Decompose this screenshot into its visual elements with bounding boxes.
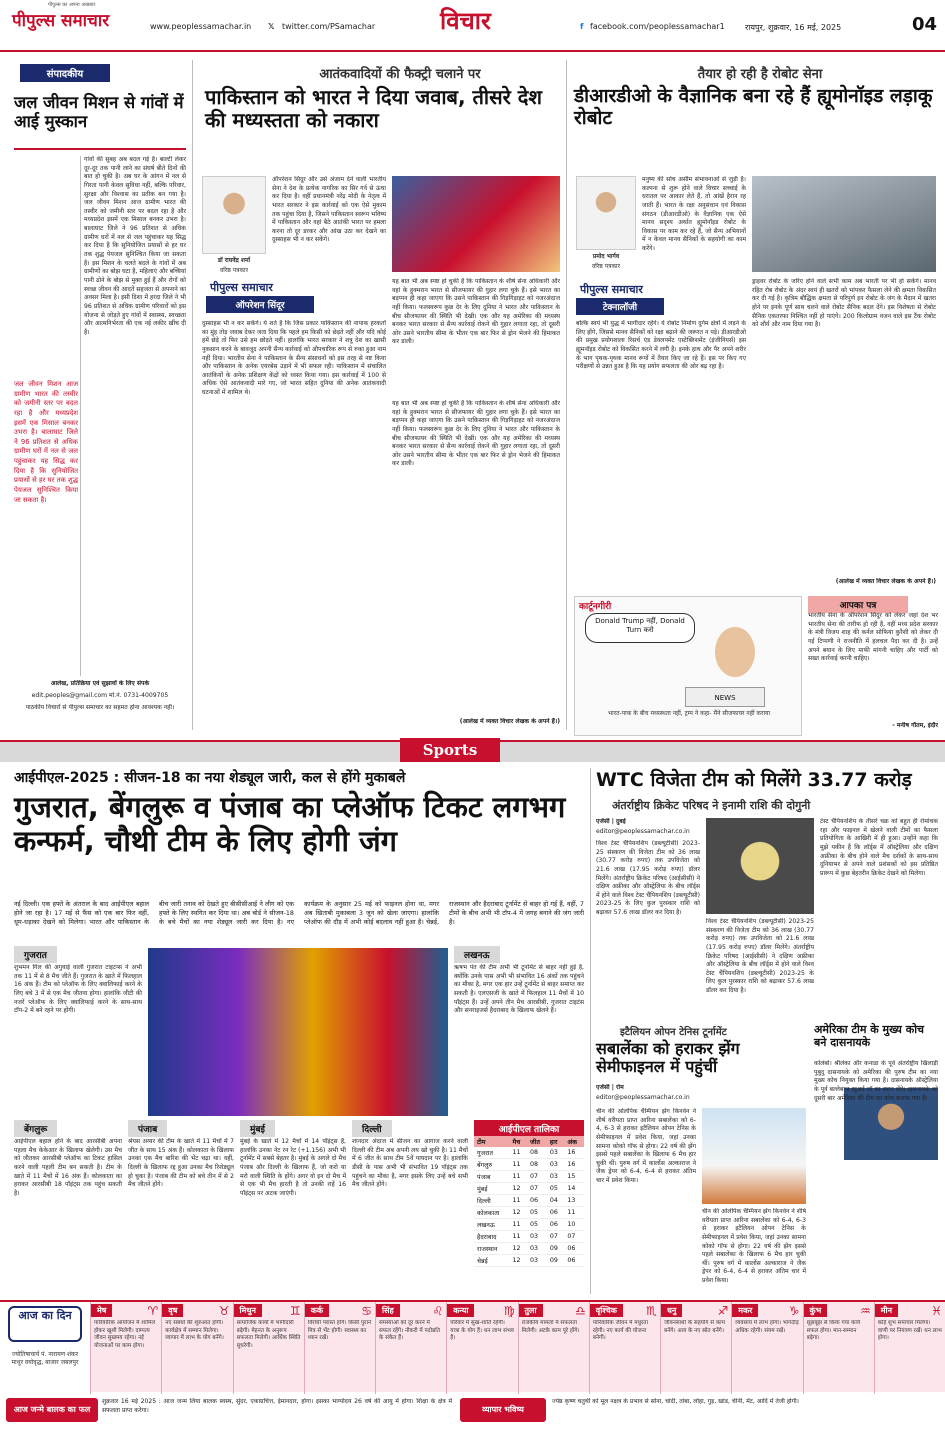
facebook-icon: f [580,22,584,31]
col-team: टीम [474,1136,510,1147]
horoscope-sign-name: वृश्चिक [590,1304,623,1317]
col-lost: हार [547,1136,565,1147]
table-cell: 05 [527,1207,547,1219]
tennis-email[interactable]: editor@peoplessamachar.co.in [596,1094,690,1101]
table-cell: 06 [547,1219,565,1231]
horoscope-sign-name: सिंह [376,1304,400,1317]
horoscope-sign-name: मिथुन [234,1304,262,1317]
born-label: आज जन्मे बालक का फल [6,1398,98,1422]
ipl-lede: नई दिल्ली। एक हफ्ते के अंतराल के बाद आईपीएल बहाल होने जा रहा है। 17 मई से फैंस को एक बार फिर वहीं, धूम-धड़ाका देखने को मिलेगा। भारत और पाकिस्तान के बीच जारी तनाव को देखते हुए बीसीसीआई ने लीग को एक हफ्ते के लिए स्थगित कर दिया था। अब बोर्ड ने सीजन-18 के बचे मैचों का नया शेड्यूल जारी कर दिया है। नए कार्यक्रम के अनुसार 25 मई को फाइनल होना था, मगर अब खिताबी मुकाबला 3 जून को खेला जाएगा। हालांकि प्लेऑफ की दौड़ में अभी कोई बदलाव नहीं हुआ है। चेन्नई, राजस्थान और हैदराबाद टूर्नामेंट से बाहर हो गई हैं, वहीं, 7 टीमों के बीच अभी भी टॉप-4 में जगह बनाने की जंग जारी है। [14,900,584,927]
wtc-trophy-photo [706,818,814,914]
website-link[interactable]: www.peoplessamachar.in [150,22,252,31]
article1-headline[interactable]: पाकिस्तान को भारत ने दिया जवाब, तीसरे देश की मध्यस्तता को नकारा [205,85,542,132]
table-cell: मुंबई [474,1183,510,1195]
table-cell: 11 [510,1147,528,1159]
table-cell: 12 [510,1243,528,1255]
robot-photo [752,176,936,272]
points-table [474,1136,584,1267]
table-row [474,1243,584,1255]
table-cell: 03 [547,1171,565,1183]
twitter-link[interactable]: twitter.com/PSamachar [282,22,376,31]
mumbai-label: मुंबई [240,1120,275,1137]
horoscope-text: कोई शुभ समाचार मिलेगा। वाणी पर नियंत्रण रखें। धन लाभ होगा। [877,1320,942,1342]
letters-body: भारतीय सेना के ऑपरेशन सिंदूर को लेकर जहां देश भर भारतीय सेना की तारीफ हो रही है, वहीं मध्य प्रदेश सरकार के मंत्री विजय शाह की कर्नल सोफिया कुरैशी को लेकर दी गई टिप्पणी ने राजनीति में हलचल पैदा कर दी है। उन्हें अपने बयान के लिए माफी मांगनी चाहिए और पार्टी को सख्त कार्रवाई करनी चाहिए। [808,612,938,663]
horoscope-text: राजकीय मामलों में सफलता मिलेगी। अटके काम पूरे होंगे। [521,1320,580,1334]
tennis-player-photo [702,1108,806,1204]
born-text: शुक्रवार 16 मई 2025 : आज जन्म लिया बालक स्वस्थ, सुंदर, एकाग्रचित्त, ईमानदार, होगा। इसका भाग्योदय 26 वर्ष की आयु में होगा। शिक्षा के क्षेत्र में सफलता प्राप्त करेगा। [102,1398,452,1414]
cartoon-label: कार्टूनगीरी [579,602,612,612]
market-text: ज्येष्ठ कृष्ण चतुर्थी को मूल नक्षत्र के प्रभाव से सोना, चांदी, तांबा, लोहा, गुड़, खांड, चीनी, मेंट, आदि में तेजी होगी। [552,1398,799,1405]
table-cell: 10 [564,1219,584,1231]
article2-footer: (आलेख में व्यक्त विचार लेखक के अपने हैं।) [835,578,936,585]
article2-body-c: ड्राइवर रोबोट के जरिए होने वाले सभी काम अब भारती पर भी हो सकेंगे। मानव रहित रोब रोबोट के अंदर स्वयं ही खतरों को भांपकर फैसला लेने की क्षमता विकसित कर दी गई है। कृत्रिम बौद्धिक क्षमता से परिपूर्ण इन रोबोट के जंग के मैदान में खतरा होने पर इनके पूर्ण साथ चलने वाले रोबोट सैनिक बदल देंगे। इस विशेषता से रोबोट सैनिक एकतरफा निश्चित नहीं हो पाएंगे। 200 किलोग्राम वजन वाले इस टैंक रोबोट को शौर्य और नाम दिया गया है। [752,278,936,329]
table-cell: 08 [527,1159,547,1171]
horoscope-text: नए संबंधों की शुरुआत होगी। कार्यक्षेत्र में सम्मान मिलेगा। व्यापार में लाभ के योग बनेंगे। [165,1320,224,1342]
table-cell: 06 [564,1255,584,1267]
table-cell: 07 [564,1231,584,1243]
wtc-kicker: अंतर्राष्ट्रीय क्रिकेट परिषद ने इनामी राशि की दोगुनी [612,799,811,812]
wtc-text2: टेस्ट चैंपियनशिप के तीसरे चक्र को बहुत ही रोमांचक रहा और फाइनल में खेलने वाली टीमों का फैसला प्रतियोगिता के आखिरी में ही हुआ। उन्होंने कहा कि मुझे यकीन है कि लॉर्ड्स में ऑस्ट्रेलिया और दक्षिण अफ्रीका के बीच होने वाले मैच दर्शकों के साथ-साथ दुनियाभर से अपने वाले प्रशंसकों को इस प्रतिष्ठित प्रारूप में कुछ बेहतरीन क्रिकेट देखने को मिलेगा। [820,818,938,877]
zodiac-icon: ♎ [574,1304,586,1318]
author1-photo [202,176,266,254]
zodiac-icon: ♏ [646,1304,657,1318]
tennis-byline: एजेंसी | रोम [596,1084,624,1091]
wtc-text: विश्व टेस्ट चैंपियनशिप (डब्ल्यूटीसी) 2023-25 संस्करण की विजेता टीम को 36 लाख (30.77 करोड़ रुपए) तक उपविजेता को 21.6 लाख (17.95 करोड़ रुपए) डॉलर मिलेंगे। अंतर्राष्ट्रीय क्रिकेट परिषद (आईसीसी) ने दक्षिण अफ्रीका और ऑस्ट्रेलिया के बीच लॉर्ड्स में होने वाले विश्व टेस्ट चैंपियनशिप (डब्ल्यूटीसी) 2023-25 के लिए कुल पुरस्कार राशि को बढ़ाकर 57.6 लाख डॉलर कर दिया है। [596,840,700,917]
author2-photo [576,176,636,250]
zodiac-icon: ♑ [788,1304,800,1318]
article2-headline[interactable]: डीआरडीओ के वैज्ञानिक बना रहे हैं ह्यूमोनॉइड लड़ाकू रोबोट [574,85,933,129]
col-won: जीत [527,1136,547,1147]
horoscope-cell [803,1302,874,1394]
table-cell: 07 [527,1171,547,1183]
editorial-pullquote: जल जीवन मिशन आज ग्रामीण भारत की तस्वीर को जमीनी स्तर पर बदल रहा है और मध्यप्रदेश इसमें एक मिसाल बनकर उभरा है। बालाघाट जिले ने 96 प्रतिशत से अधिक ग्रामीण घरों में नल से जल पहुंचाकर यह सिद्ध कर दिया है कि सुनियोजित प्रयासों से हर घर तक शुद्ध पेयजल सुनिश्चित किया जा सकता है। [14,380,78,504]
logo-tagline: पीपुल्स का अपना अखबार [48,2,96,8]
editorial-rule [14,148,186,150]
table-row [474,1171,584,1183]
table-cell: 09 [547,1243,565,1255]
article2-body-a: मनुष्य की सोच असीम संभावनाओं से जुड़ी है। कल्पना से शुरू होने वाले विचार सच्चाई के धरातल पर आकार लेते हैं, तो आंखें हैरान रह जाती हैं। भारत के रक्षा अनुसंधान एवं विकास संगठन (डीआरडीओ) के वैज्ञानिक एक ऐसे मानव सदृश्य अर्थात ह्यूमोनॉइड रोबोट के विकास पर काम कर रहे हैं, जो सैन्य अभियानों में न केवल मानव सैनिकों के सहयोगी का काम करेंगे। [642,176,746,253]
zodiac-icon: ♊ [289,1304,301,1318]
table-cell: दिल्ली [474,1195,510,1207]
horoscope-sign-name: कन्या [447,1304,474,1317]
horoscope-cell [161,1302,232,1394]
lucknow-text: ऋषभ पंत की टीम अभी भी टूर्नामेंट से बाहर नहीं हुई है, क्योंकि उनके पास अभी भी संभावित 16 अंकों तक पहुंचने का मौका है, मगर एक हार उन्हें टूर्नामेंट से बाहर समाप्त कर सकती है। एलएसजी के खाते में फिलहाल 11 मैचों में 10 पॉइंट्स हैं। उन्हें अपने तीन मैच आरसीबी, गुजरात टाइटंस और सनराइजर्स हैदराबाद के खिलाफ खेलने हैं। [454,964,584,1015]
table-cell: 12 [510,1255,528,1267]
gujarat-text: शुभमन गिल की अगुवाई वाली गुजरात टाइटन्स ने अभी तक 11 में से 8 मैच जीते हैं। गुजरात के खाते में फिलहाल 16 अंक हैं। टीम को प्लेऑफ के लिए क्वालिफाई करने के लिए बचे 3 में से एक मैच जीतना होगा। हालांकि जीटी की नजरें प्लेऑफ के लिए क्वालिफाई करने के साथ-साथ टॉप-2 में बने रहने पर होंगी। [14,964,142,1015]
table-cell: 06 [527,1195,547,1207]
footer-strip [0,1392,945,1445]
horoscope-text: जीवनसाथी के सहयोग से काम बनेंगे। आय के नए स्रोत बनेंगे। [664,1320,725,1334]
gujarat-label: गुजरात [14,946,57,963]
dateline: रायपुर, शुक्रवार, 16 मई, 2025 [745,23,842,32]
article1-column-brand: पीपुल्स समाचार [210,281,273,294]
table-row [474,1159,584,1171]
horoscope-text: सूझबूझ से किया गया कार्य सफल होगा। मान-सम्मान बढ़ेगा। [806,1320,861,1342]
market-label: व्यापार भविष्य [460,1398,546,1422]
wtc-headline[interactable]: WTC विजेता टीम को मिलेंगे 33.77 करोड़ [596,769,912,791]
horoscope-cell [731,1302,802,1394]
section-title: विचार [440,7,491,35]
mumbai-text: मुंबई के खाते में 12 मैचों में 14 पॉइंट्स हैं, हालांकि उनका नेट रन रेट (+1.156) अभी भी टूर्नामेंट में सबसे बेहतर है। मुंबई के अगले दो मैच पंजाब और दिल्ली के खिलाफ हैं, जो करो या मरो वाली स्थिति के होंगे। अगर वो इन दो मैच में से एक भी मैच हारती है तो उनकी राहें 16 पॉइंट्स पर अटक जाएंगी। [240,1138,346,1197]
zodiac-icon: ♌ [432,1304,444,1318]
horoscope-text: पारिवारिक आयोजन में शामिल होकर खुशी मिलेगी। दाम्पत्य जीवन सुखमय रहेगा। नई योजनाओं पर काम होगा। [94,1320,156,1349]
editorial-divider [80,156,81,676]
table-row [474,1255,584,1267]
table-row [474,1183,584,1195]
ipl-captains-photo [148,948,448,1116]
article1-kicker: आतंकवादियों की फैक्ट्री चलाने पर [319,67,481,82]
punjab-text: श्रेयस अय्यर की टीम के खाते में 11 मैचों में 7 जीत के साथ 15 अंक हैं। कोलकाता के खिलाफ उनका एक मैच बारिश की भेंट चढ़ा था। वहीं, दिल्ली के खिलाफ रद्द हुआ उनका मैच रिशेड्यूल हो चुका है। पंजाब की टीम को बचे तीन में से 2 मैच जीतने होंगे। [128,1138,234,1189]
points-table-title: आईपीएल तालिका [474,1120,584,1137]
article1-body-b-cont: यह बात भी अब स्पष्ट हो चुकी है कि पाकिस्तान के शीर्ष सेना अधिकारी और वहां के हुक्मरान भारत से सीजफायर की गुहार लगा चुके हैं। इसे भारत का बड़प्पन ही कहा जाएगा कि उसने पाकिस्तान की गिड़गिड़ाहट को नजरअंदाज नहीं किया। फलस्वरूप कुछ देर के लिए दुनिया ने भारत और पाकिस्तान के बीच सीजफायर की स्थिति भी देखी। एक और यह अमेरिका की मध्यस्थ बनकर भारत सरकार से सैन्य कार्रवाई रोकने की गुहार लगाता रहा, तो दूसरी ओर उसने भारतीय सीमा के भीतर एक बार फिर से ड्रोन भेजने की हिमाकत कर डाली। [392,400,560,468]
zodiac-icon: ♉ [218,1304,230,1318]
zodiac-icon: ♋ [361,1304,372,1318]
horoscope-cell [589,1302,660,1394]
horoscope-text: विरोधी परास्त होंगे। किसी पुराने मित्र से भेंट होगी। स्वास्थ्य का ध्यान रखें। [307,1320,372,1342]
editorial-disclaimer: पाठकीय विचारों से पीपुल्स समाचार का सहमत होना आवश्यक नहीं। [25,704,175,711]
table-cell: 09 [547,1255,565,1267]
article1-footer: (आलेख में व्यक्त विचार लेखक के अपने हैं।) [459,718,560,725]
horoscope-text: परिवार में सुख-शांति रहेगी। यात्रा के योग हैं। धन लाभ संभव है। [450,1320,514,1342]
horoscope-sign-name: तुला [519,1304,543,1317]
table-cell: 06 [547,1207,565,1219]
bengaluru-text: आईपीएल बहाल होने के बाद आरसीबी अपना पहला मैच केकेआर के खिलाफ खेलेगी। उस मैच को जीतकर आरसीबी प्लेऑफ का टिकट हासिल करने वाली पहली टीम बन सकती है। टीम के खाते में 11 मैचों में 16 अंक हैं। कोलकाता का हराकर आरसीबी 18 पॉइंट्स तक पहुंच सकती है। [14,1138,122,1197]
table-row [474,1219,584,1231]
sports-divider [590,768,591,1294]
article2-kicker: तैयार हो रही है रोबोट सेना [697,67,823,82]
delhi-text: शानदार अंदाज में सीजन का आगाज करने वाली दिल्ली की टीम अब अपनी लय खो चुकी है। 11 मैचों में 6 जीत के साथ टीम 5वें पायदान पर है। हालांकि डीसी के पास अभी भी संभावित 19 पॉइंट्स तक पहुंचने का मौका है, मगर इसके लिए उन्हें बचे सभी मैच जीतने होंगे। [352,1138,468,1189]
horoscope-text: सामाजिक कार्यों में भागीदारी बढ़ेगी। मेहनत के अनुरूप सफलता मिलेगी। आर्थिक स्थिति सुधरेगी। [236,1320,301,1349]
horoscope-cell [874,1302,945,1394]
table-row [474,1195,584,1207]
horoscope-sign-name: कर्क [305,1304,329,1317]
leaders-photo [392,176,560,272]
lucknow-label: लखनऊ [454,946,500,963]
x-icon: 𝕏 [268,22,275,31]
table-cell: 04 [547,1195,565,1207]
horoscope-sign-name: धनु [661,1304,682,1317]
horoscope-strip [0,1300,945,1392]
masthead [0,0,945,52]
bengaluru-label: बेंगलुरू [14,1120,57,1137]
tennis-text-cont: चीन की ओलंपिक चैम्पियन झेंग किनवेन ने शीर्ष वरीयता प्राप्त आरिना सबालेंका को 6-4, 6-3 से हराकर इटैलियन ओपन टेनिस के सेमीफाइनल में प्रवेश किया, जहां उनका सामना कोको गॉफ से होगा। 22 वर्ष की झेंग इससे पहले सबालेंका के खिलाफ 6 मैच हार चुकी थीं। पुरुष वर्ग में कार्लोस अल्काराज ने जैक ड्रेपर को 6-4, 6-4 से हराकर अंतिम चार में प्रवेश किया। [702,1208,806,1285]
tennis-headline[interactable]: सबालेंका को हराकर झेंग सेमीफाइनल में पहुंचीं [596,1039,740,1077]
page-number: 04 [911,14,937,35]
horoscope-cell [304,1302,375,1394]
table-cell: कोलकाता [474,1207,510,1219]
horoscope-text: समस्याओं को दूर करने में सफल रहेंगे। नौकरी में पदोन्नति के संकेत हैं। [379,1320,440,1342]
horoscope-cell [660,1302,731,1394]
table-cell: 16 [564,1147,584,1159]
author1-role: वरिष्ठ पत्रकार [219,267,249,274]
table-cell: पंजाब [474,1171,510,1183]
horoscope-sign-name: मीन [875,1304,898,1317]
table-row [474,1231,584,1243]
table-row [474,1207,584,1219]
article1-body-a: ऑपरेशन सिंदूर और उसे अंजाम देने वाली भारतीय सेना ने देश के प्रत्येक नागरिक का सिर गर्व से ऊंचा कर दिया है। वहीं प्रधानमंत्री नरेंद्र मोदी के नेतृत्व में भारत सरकार ने इस कार्रवाई को एक ऐसे मुकाम तक पहुंचा दिया है, जिसने पाकिस्तान स्वरूप भविष्य में पाकिस्तान और वहां बैठे आतंकी भारत पर हमला करना तो दूर डरकर और आंख उठा कर देखने का दुस्साहस भी न कर सकेंगे। [272,176,386,244]
table-cell: 11 [510,1219,528,1231]
table-cell: 11 [510,1195,528,1207]
table-cell: चेन्नई [474,1255,510,1267]
cartoon-caption: भारत-पाक के बीच मध्यस्थता नहीं, ट्रम्प ने कहा- मैंने सीजफायर नहीं कराया [607,710,771,717]
editorial-footer-note: आलेख, प्रतिक्रिया एवं सुझावों के लिए संपर्क [50,680,150,687]
horoscope-text: व्यवसाय में लाभ होगा। भागदौड़ अधिक रहेगी। संयम रखें। [735,1320,799,1334]
letters-signoff: - मनीष गौतम, इंदौर [892,722,938,729]
column-divider-2 [566,60,567,730]
article1-body-b: यह बात भी अब स्पष्ट हो चुकी है कि पाकिस्तान के शीर्ष सेना अधिकारी और वहां के हुक्मरान भारत से सीजफायर की गुहार लगा चुके हैं। इसे भारत का बड़प्पन ही कहा जाएगा कि उसने पाकिस्तान की गिड़गिड़ाहट को नजरअंदाज नहीं किया। फलस्वरूप कुछ देर के लिए दुनिया ने भारत और पाकिस्तान के बीच सीजफायर की स्थिति भी देखी। एक और यह अमेरिका की मध्यस्थ बनकर भारत सरकार से सैन्य कार्रवाई रोकने की गुहार लगाता रहा, तो दूसरी ओर उसने भारतीय सीमा के भीतर एक बार फिर से ड्रोन भेजने की हिमाकत कर डाली। [392,278,560,346]
horoscope-cell [90,1302,161,1394]
today-panel [0,1302,90,1394]
table-cell: राजस्थान [474,1243,510,1255]
table-row [474,1147,584,1159]
author2-name: प्रमोद भार्गव [592,253,620,260]
horoscope-sign-name: वृष [162,1304,183,1317]
letters-label: आपका पत्र [808,596,908,613]
table-cell: 11 [510,1171,528,1183]
table-cell: गुजरात [474,1147,510,1159]
editorial-label: संपादकीय [20,64,110,82]
article1-body-c: दुस्साहस भी न कर सकेंगे। ये शर्त है कि जिस प्रकार पाकिस्तान की नापाक हरकतों का मुंह तोड़ जवाब देकर जता दिया कि पहले हम किसी को छेड़ते नहीं और यदि कोई हमें छेड़े तो फिर उसे हम छोड़ते नहीं। हालांकि भारत सरकार ने शत्रु देश का खासी नुकसान करने के बावजूद अपनी सैन्य कार्रवाई को औपचारिक रूप से रुका हुआ नाम नहीं दिया। भारतीय सेना ने पाकिस्तान के सैन्य संसाधनों को इस तरह से नष्ट किया और पाकिस्तान के अनेक एयरबेस उड़ाने में भी सफल रही। पाकिस्तान में संचालित आतंकियों के अनेक प्रशिक्षण केंद्रों को ध्वस्त किया गया। इस कार्रवाई में 100 से अधिक ऐसे आतंकवादी मारे गए, जो भारत सहित दुनिया की अनेक आतंकवादी घटनाओं में शामिल थे। [202,320,386,397]
usa-coach-text: कोलंबो। श्रीलंका और कनाडा के पूर्व अंतर्राष्ट्रीय खिलाड़ी पुबुदु दासनायके को अमेरिका की पुरुष टीम का नया मुख्य कोच नियुक्त किया गया है। दासनायके ऑस्ट्रेलिया के पूर्व बल्लेबाज स्टुअर्ट लॉ का स्थान लेंगे। दासनायके को दूसरी बार अमेरिका की टीम का कोच बनाया गया है। [814,1060,938,1102]
horoscope-cell [518,1302,589,1394]
table-cell: 05 [527,1219,547,1231]
today-label: आज का दिन [8,1306,82,1342]
horoscope-cell [446,1302,517,1394]
cartoon-speech-bubble: Donald Trump नहीं, Donald Turn करो [585,613,695,643]
horoscope-text: पारिवारिक जीवन में मधुरता रहेगी। नए कार्य की योजना बनेगी। [592,1320,648,1342]
sports-label[interactable]: Sports [400,738,500,762]
tennis-text: चीन की ओलंपिक चैम्पियन झेंग किनवेन ने शीर्ष वरीयता प्राप्त आरिना सबालेंका को 6-4, 6-3 से हराकर इटैलियन ओपन टेनिस के सेमीफाइनल में प्रवेश किया, जहां उनका सामना कोको गॉफ से होगा। 22 वर्ष की झेंग इससे पहले सबालेंका के खिलाफ 6 मैच हार चुकी थीं। पुरुष वर्ग में कार्लोस अल्काराज ने जैक ड्रेपर को 6-4, 6-4 से हराकर अंतिम चार में प्रवेश किया। [596,1108,696,1185]
facebook-link[interactable]: facebook.com/peoplessamachar1 [590,22,725,31]
table-cell: 11 [510,1159,528,1171]
ipl-headline[interactable]: गुजरात, बेंगलुरू व पंजाब का प्लेऑफ टिकट लगभग कन्फर्म, चौथी टीम के लिए होगी जंग [14,790,566,859]
horoscope-cell [233,1302,304,1394]
cartoon-newspaper: NEWS [685,687,765,707]
newspaper-logo[interactable]: पीपुल्स समाचार [12,11,110,31]
horoscope-sign-name: मेष [91,1304,112,1317]
horoscope-sign-name: मकर [732,1304,758,1317]
cartoon-figure [715,627,755,677]
table-cell: 12 [510,1207,528,1219]
table-cell: 03 [527,1243,547,1255]
table-cell: 08 [527,1147,547,1159]
table-cell: 11 [564,1207,584,1219]
table-cell: 12 [510,1183,528,1195]
tennis-kicker: इटैलियन ओपन टेनिस टूर्नामेंट [620,1027,727,1038]
author2-role: वरिष्ठ पत्रकार [591,263,621,270]
table-cell: 11 [510,1231,528,1243]
points-table-body [474,1147,584,1267]
table-cell: 03 [547,1159,565,1171]
table-cell: 16 [564,1159,584,1171]
punjab-label: पंजाब [128,1120,167,1137]
editorial-body: गांवों की सुबह अब बदल गई है। बाल्टी लेकर दूर-दूर तक पानी लाने का संघर्ष बीते दिनों की बात हो चुकी है। अब घर के आंगन में नल से गिरता पानी केवल सुविधा नहीं, बल्कि परिवार, सुरक्षा और विश्वास का प्रतीक बन गया है। जल जीवन मिशन आज ग्रामीण भारत की तस्वीर को जमीनी स्तर पर बदल रहा है और मध्यप्रदेश इसमें एक मिसाल बनकर उभरा है। बालाघाट जिले ने 96 प्रतिशत से अधिक ग्रामीण घरों में नल से जल पहुंचाकर यह सिद्ध कर दिया है कि सुनियोजित प्रयासों से हर घर तक शुद्ध पेयजल सुनिश्चित किया जा सकता है। इस मिशन के चलते बदले के गांवों में अब ग्रामीणों का बोझ घटा है, महिलाएं और बच्चियां पानी ढोने के बोझ से मुक्त हुई हैं और रोगों को स्वच्छ जीवन की आदतें सहजता से अपनाने का अवसर मिला है। इसी दिशा में हरदा जिले ने भी 96 प्रतिशत से अधिक ग्रामीण परिवारों को इस योजना से जोड़ते हुए गांवों में स्वास्थ्य, स्वच्छता और आत्मनिर्भरता की एक नई लकीर खींच दी है। [84,156,186,336]
zodiac-icon: ♐ [717,1304,729,1318]
table-cell: 06 [564,1243,584,1255]
column-divider-1 [192,60,193,730]
horoscope-sign-name: कुंभ [804,1304,828,1317]
table-cell: 13 [564,1195,584,1207]
astrologer-credit: ज्योतिषाचार्य पं. नारायण शंकर माथुर वयोवृद्ध, बाजार जबलपुर [11,1351,79,1366]
points-table-header [474,1136,584,1147]
ipl-kicker: आईपीएल-2025 : सीजन-18 का नया शेड्यूल जारी, कल से होंगे मुकाबले [14,770,406,786]
article1-column-label: ऑपरेशन सिंदूर [206,296,314,313]
zodiac-icon: ♈ [147,1304,159,1318]
wtc-text-cont: विश्व टेस्ट चैंपियनशिप (डब्ल्यूटीसी) 2023-25 संस्करण की विजेता टीम को 36 लाख (30.77 करोड़ रुपए) तक उपविजेता को 21.6 लाख (17.95 करोड़ रुपए) डॉलर मिलेंगे। अंतर्राष्ट्रीय क्रिकेट परिषद (आईसीसी) ने दक्षिण अफ्रीका और ऑस्ट्रेलिया के बीच लॉर्ड्स में होने वाले विश्व टेस्ट चैंपियनशिप (डब्ल्यूटीसी) 2023-25 के लिए कुल पुरस्कार राशि को बढ़ाकर 57.6 लाख डॉलर कर दिया है। [706,918,814,995]
editorial-contact[interactable]: edit.peoples@gmail.com मो.नं. 0731-4009705 [31,692,169,699]
delhi-label: दिल्ली [352,1120,392,1137]
table-cell: 05 [547,1183,565,1195]
table-cell: बेंगलुरु [474,1159,510,1171]
table-cell: 07 [547,1231,565,1243]
horoscope-cell [375,1302,446,1394]
table-cell: 03 [527,1255,547,1267]
col-points: अंक [564,1136,584,1147]
table-cell: 03 [547,1147,565,1159]
col-matches: मैच [510,1136,528,1147]
zodiac-icon: ♒ [859,1304,871,1318]
zodiac-icon: ♓ [931,1304,942,1318]
cartoon-box [574,596,802,736]
wtc-email[interactable]: editor@peoplessamachar.co.in [596,828,690,835]
table-cell: 14 [564,1183,584,1195]
table-cell: लखनऊ [474,1219,510,1231]
article2-column-brand: पीपुल्स समाचार [580,283,643,296]
zodiac-icon: ♍ [503,1304,515,1318]
table-cell: 07 [527,1183,547,1195]
wtc-byline: एजेंसी | दुबई [596,818,626,825]
article2-column-label: टेक्नालॉजी [576,298,664,315]
usa-coach-headline[interactable]: अमेरिका टीम के मुख्य कोच बने दासनायके [814,1023,925,1049]
table-cell: 03 [527,1231,547,1243]
author1-name: डॉ राघवेंद्र शर्मा [217,257,251,264]
table-cell: हैदराबाद [474,1231,510,1243]
table-cell: 15 [564,1171,584,1183]
article2-body-b: बल्कि स्वयं भी युद्ध में भागीदार रहेंगे। ये रोबोट निर्माण दुर्गम क्षेत्रों में लड़ने के लिए होंगे, जिससे मानव सैनिकों को रक्षा बढ़ाने की जरूरत न पड़े। डीआरडीओ की प्रमुख प्रयोगशाला रिसर्च एंड डेवलपमेंट एस्टेब्लिशमेंट (इंजीनियर्स) इस ह्यूमनॉइड रोबोट को विकसित करने में लगी है। इनके हाथ और पैर अपने शरीर के भाग पृथक-पृथक मानव रूपों में तैयार किए जा रहे हैं। इस पर किए गए परीक्षणों से उन्नत हुआ है कि यह प्रयोग सफलता की ओर बढ़ रहा है। [576,320,746,371]
editorial-headline[interactable]: जल जीवन मिशन से गांवों में आई मुस्कान [14,93,184,131]
